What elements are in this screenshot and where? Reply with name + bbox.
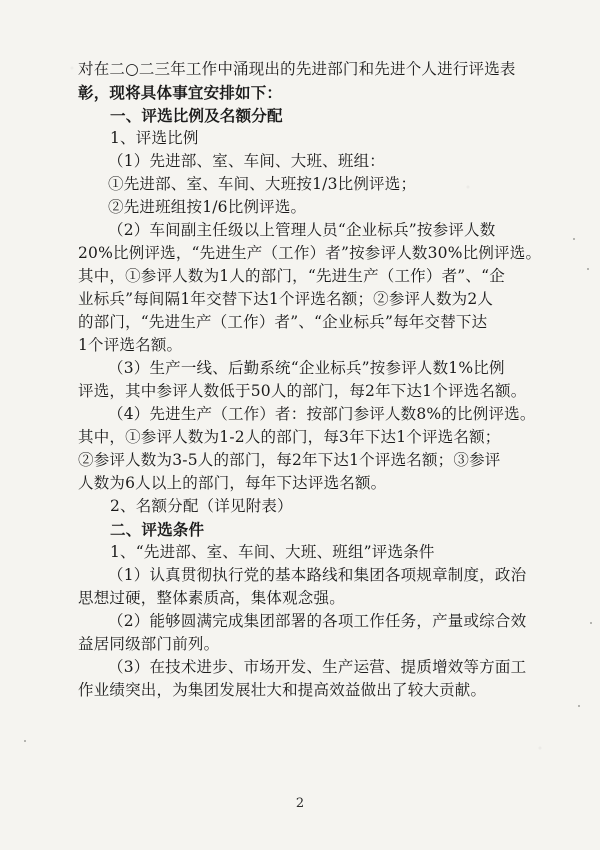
item-1-a: ①先进部、室、车间、大班按1/3比例评选； xyxy=(108,175,417,193)
scan-speck xyxy=(573,238,575,240)
criteria-heading-1: 1、“先进部、室、车间、大班、班组”评选条件 xyxy=(110,543,435,561)
item-1-heading: （1）先进部、室、车间、大班、班组： xyxy=(108,152,385,170)
criteria-2-line-1: （2）能够圆满完成集团部署的各项工作任务，产量或综合效 xyxy=(108,612,527,630)
section-heading-1: 一、评选比例及名额分配 xyxy=(110,106,283,125)
item-2-line-3: 其中，①参评人数为1人的部门，“先进生产（工作）者”、“企 xyxy=(78,267,505,285)
scan-speck xyxy=(24,740,26,742)
criteria-2-line-2: 益居同级部门前列。 xyxy=(78,635,220,653)
criteria-3-line-1: （3）在技术进步、市场开发、生产运营、提质增效等方面工 xyxy=(108,658,527,676)
item-4-line-4: 人数为6人以上的部门，每年下达评选名额。 xyxy=(78,474,387,492)
scan-speck xyxy=(578,705,580,707)
scan-speck xyxy=(590,622,592,624)
item-2-line-4: 业标兵”每间隔1年交替下达1个评选名额；②参评人数为2人 xyxy=(78,290,494,308)
subsection-heading-quota: 2、名额分配（详见附表） xyxy=(110,497,293,515)
item-4-line-3: ②参评人数为3-5人的部门，每2年下达1个评选名额；③参评 xyxy=(78,451,501,469)
section-heading-2: 二、评选条件 xyxy=(110,520,205,539)
criteria-1-line-2: 思想过硬，整体素质高，集体观念强。 xyxy=(78,589,345,607)
paragraph-line-intro-2: 彰，现将具体事宜安排如下： xyxy=(78,83,283,102)
item-2-line-5: 的部门，“先进生产（工作）者”、“企业标兵”每年交替下达 xyxy=(78,313,488,331)
item-2-line-1: （2）车间副主任级以上管理人员“企业标兵”按参评人数 xyxy=(108,221,496,239)
criteria-1-line-1: （1）认真贯彻执行党的基本路线和集团各项规章制度，政治 xyxy=(108,566,527,584)
item-3-line-2: 评选，其中参评人数低于50人的部门，每2年下达1个评选名额。 xyxy=(78,382,527,400)
item-2-line-6: 1个评选名额。 xyxy=(78,336,183,354)
item-3-line-1: （3）生产一线、后勤系统“企业标兵”按参评人数1%比例 xyxy=(108,359,505,377)
subsection-heading-ratio: 1、评选比例 xyxy=(110,129,199,147)
page-number: 2 xyxy=(295,796,305,811)
item-2-line-2: 20%比例评选，“先进生产（工作）者”按参评人数30%比例评选。 xyxy=(78,244,542,262)
criteria-3-line-2: 作业绩突出，为集团发展壮大和提高效益做出了较大贡献。 xyxy=(78,681,487,699)
scan-speck xyxy=(587,268,589,270)
item-4-line-2: 其中，①参评人数为1-2人的部门，每3年下达1个评选名额； xyxy=(78,428,501,446)
item-1-b: ②先进班组按1/6比例评选。 xyxy=(108,198,307,216)
paragraph-line-intro-1: 对在二○二三年工作中涌现出的先进部门和先进个人进行评选表 xyxy=(78,60,516,78)
item-4-line-1: （4）先进生产（工作）者：按部门参评人数8%的比例评选。 xyxy=(108,405,536,423)
document-body xyxy=(78,58,566,702)
